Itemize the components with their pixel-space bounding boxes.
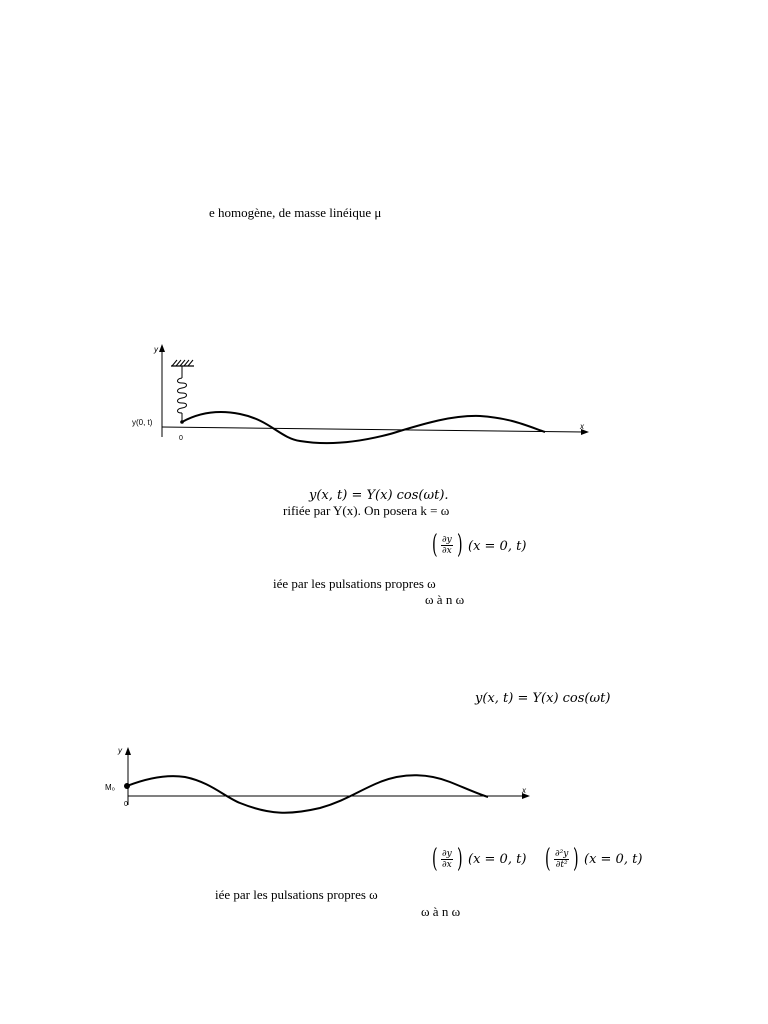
bc1-fraction: $\frac{\partial y}{\partial x}$ [442,535,452,556]
text-pulsations-2: iée par les pulsations propres ω [215,887,378,902]
text-pulsations-1: iée par les pulsations propres ω [273,576,436,591]
bc3-close-paren: ) [573,844,579,874]
text-omega-1: ω à n ω [425,592,465,607]
equation-1: y(x, t) = Y(x) cos(ωt). [309,488,449,503]
equation-2: y(x, t) = Y(x) cos(ωt) [475,691,611,706]
fig1-origin: 0 [179,435,183,442]
bc3-open-paren: ( [545,844,551,874]
text-omega-2: ω à n ω [421,904,461,919]
bc2-argument: (x = 0, t) [468,852,527,867]
fig1-y-label: y [154,345,158,354]
bc2-fraction: $\frac{\partial y}{\partial x}$ [442,849,452,870]
fig2-origin: 0 [124,801,128,808]
text-rifiee: rifiée par Y(x). On posera k = ω [283,503,450,518]
text-homogene: e homogène, de masse linéique μ [209,205,382,220]
fig2-x-label: x [522,786,526,795]
fig2-mass-label: M₀ [105,783,115,792]
bc2-close-paren: ) [457,844,463,874]
bc3-fraction: $\frac{\text{∂²y}}{\text{∂t²}}$ [555,849,569,870]
fig1-y-tick: y(0, t) [132,418,153,427]
bc1-open-paren: ( [432,530,438,560]
bc3-argument: (x = 0, t) [584,852,643,867]
bc1-argument: (x = 0, t) [468,539,527,554]
bc1-close-paren: ) [457,530,463,560]
fig2-y-label: y [118,746,122,755]
fig1-x-label: x [580,422,584,431]
bc2-open-paren: ( [432,844,438,874]
fig2-wave [127,775,488,813]
